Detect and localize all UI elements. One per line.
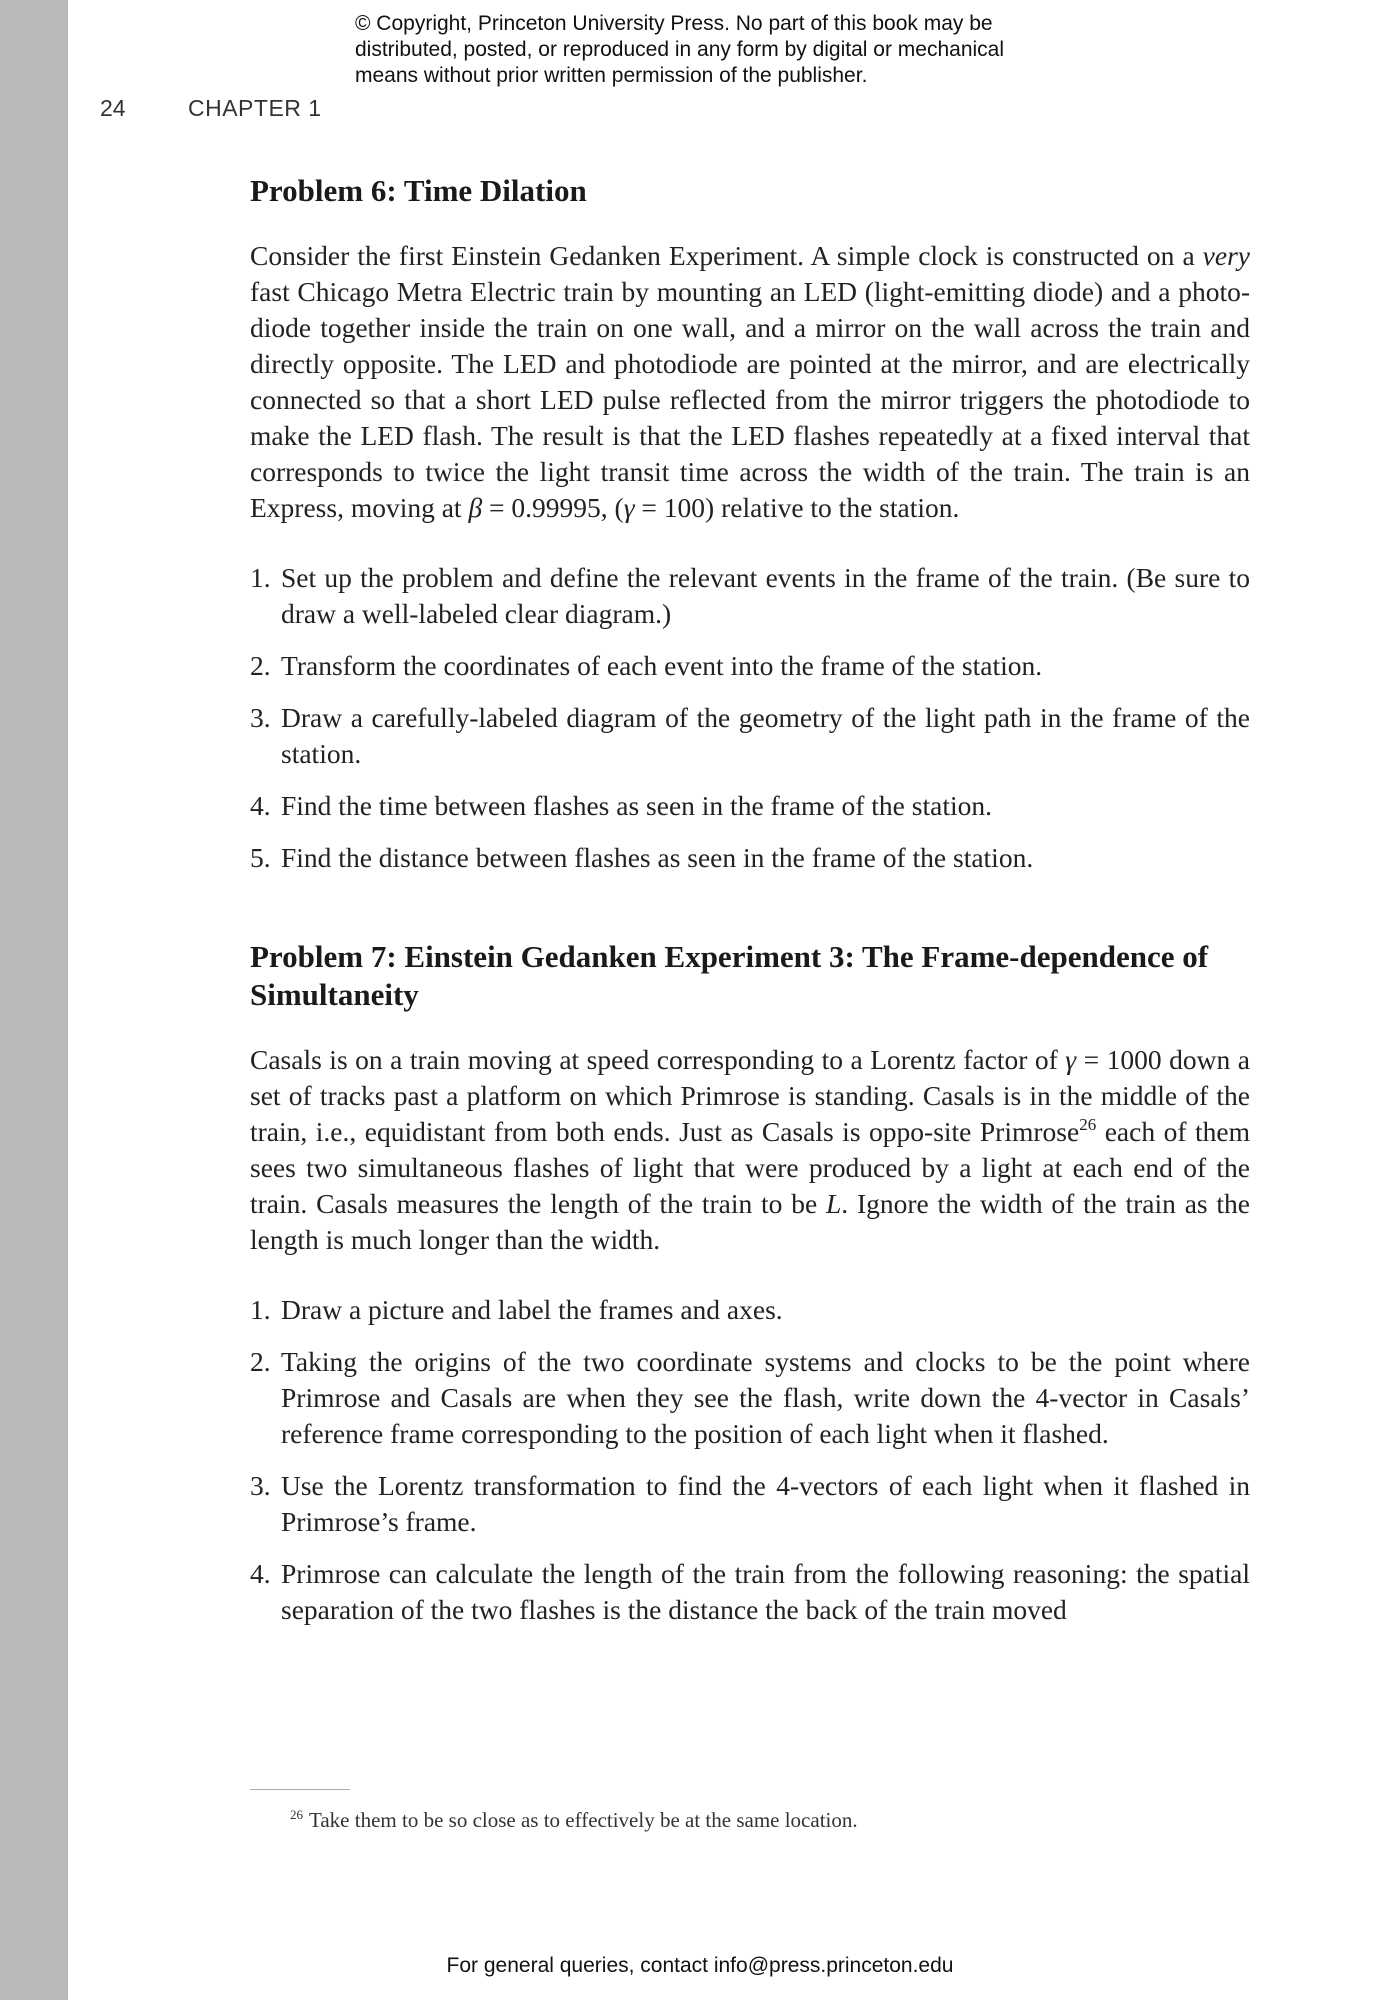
footnote-text: Take them to be so close as to effectively be at the same location.: [309, 1808, 858, 1832]
task-item: [250, 1556, 1250, 1628]
task-item: [250, 700, 1250, 772]
copyright-line: distributed, posted, or reproduced in any form by digital or mechanical: [355, 38, 1005, 61]
task-item: [250, 1468, 1250, 1540]
problem-7: [250, 938, 1250, 1628]
text-run: each of them sees two simultaneous flashes of light that were produced by a light at each end of the train. Casals measures the length of the train to be: [250, 1116, 1251, 1219]
footnote-reference[interactable]: 26: [1079, 1115, 1097, 1134]
task-number: 1.: [250, 562, 271, 593]
task-text: Find the distance between flashes as seen in the frame of the station.: [281, 842, 1034, 873]
footnote: [290, 1802, 858, 1833]
length-symbol: L: [826, 1188, 842, 1219]
text-run: = 0.99995, (: [482, 492, 624, 523]
task-text: Set up the problem and define the relevant events in the frame of the train. (Be sure to draw a well-labeled clear diagram.): [281, 562, 1250, 629]
task-item: [250, 788, 1250, 824]
task-text: Find the time between flashes as seen in the frame of the station.: [281, 790, 992, 821]
page-content: [250, 172, 1250, 1644]
problem-6-heading: Problem 6: Time Dilation: [250, 173, 587, 208]
problem-6: [250, 172, 1250, 876]
task-text: Transform the coordinates of each event into the frame of the station.: [281, 650, 1043, 681]
task-text: Draw a carefully-labeled diagram of the geometry of the light path in the frame of the station.: [281, 702, 1250, 769]
page-gutter: [0, 0, 68, 2000]
beta-symbol: β: [468, 492, 483, 523]
text-run: Casals is on a train moving at speed corresponding to a Lorentz factor of: [250, 1044, 1066, 1075]
task-item: [250, 1344, 1250, 1452]
copyright-line: means without prior written permission of the publisher.: [355, 64, 868, 87]
problem-6-tasks: [250, 560, 1250, 876]
text-run: . Ignore the width of the train as the length is much longer than the width.: [250, 1188, 1250, 1255]
text-run: fast Chicago Metra Electric train by mounting an LED (light-emitting diode) and a photo-diode together inside the train on one wall, and a mirror on the wall across the train and directly opposite. The LED and photodiode are pointed at the mirror, and are electrically connected so that a short LED pulse reflected from the mirror triggers the photodiode to make the LED flash. The result is that the LED flashes repeatedly at a fixed interval that corresponds to twice the light transit time across the width of the train. The train is an Express, moving at: [250, 276, 1250, 523]
gamma-symbol: γ: [1065, 1044, 1077, 1075]
task-number: 3.: [250, 1470, 271, 1501]
task-item: [250, 560, 1250, 632]
problem-6-paragraph: [250, 238, 1250, 526]
task-number: 2.: [250, 1346, 271, 1377]
task-number: 1.: [250, 1294, 271, 1325]
gamma-symbol: γ: [623, 492, 635, 523]
footnote-divider: [250, 1789, 350, 1790]
problem-7-heading: Problem 7: Einstein Gedanken Experiment 3: The Frame-dependence of Simultaneity: [250, 939, 1209, 1012]
task-text: Use the Lorentz transformation to find the 4-vectors of each light when it flashed in Primrose’s frame.: [281, 1470, 1250, 1537]
task-number: 2.: [250, 650, 271, 681]
page-footer: For general queries, contact info@press.princeton.edu: [446, 1954, 954, 1977]
task-text: Draw a picture and label the frames and axes.: [281, 1294, 783, 1325]
text-run: Consider the first Einstein Gedanken Experiment. A simple clock is constructed on a: [250, 240, 1203, 271]
task-item: [250, 648, 1250, 684]
emphasis: very: [1202, 240, 1250, 271]
problem-7-tasks: [250, 1292, 1250, 1628]
task-text: Taking the origins of the two coordinate systems and clocks to be the point where Primrose and Casals are when they see the flash, write down the 4-vector in Casals’ reference frame corresponding to the position of each light when it flashed.: [281, 1346, 1250, 1449]
task-text: Primrose can calculate the length of the train from the following reasoning: the spatial separation of the two flashes is the distance the back of the train moved: [281, 1558, 1250, 1625]
task-number: 4.: [250, 1558, 271, 1589]
copyright-notice: [355, 11, 1115, 89]
task-item: [250, 840, 1250, 876]
problem-7-paragraph: [250, 1042, 1250, 1258]
chapter-label: CHAPTER 1: [188, 95, 322, 121]
footnote-marker: 26: [290, 1807, 303, 1822]
copyright-line: © Copyright, Princeton University Press. No part of this book may be: [355, 12, 993, 35]
task-number: 3.: [250, 702, 271, 733]
task-number: 4.: [250, 790, 271, 821]
page-number: 24: [100, 95, 126, 121]
task-number: 5.: [250, 842, 271, 873]
task-item: [250, 1292, 1250, 1328]
text-run: = 1000 down a set of tracks past a platform on which Primrose is standing. Casals is in the middle of the train, i.e., equidistant from both ends. Just as Casals is oppo-site Primrose: [250, 1044, 1250, 1147]
text-run: = 100) relative to the station.: [634, 492, 960, 523]
